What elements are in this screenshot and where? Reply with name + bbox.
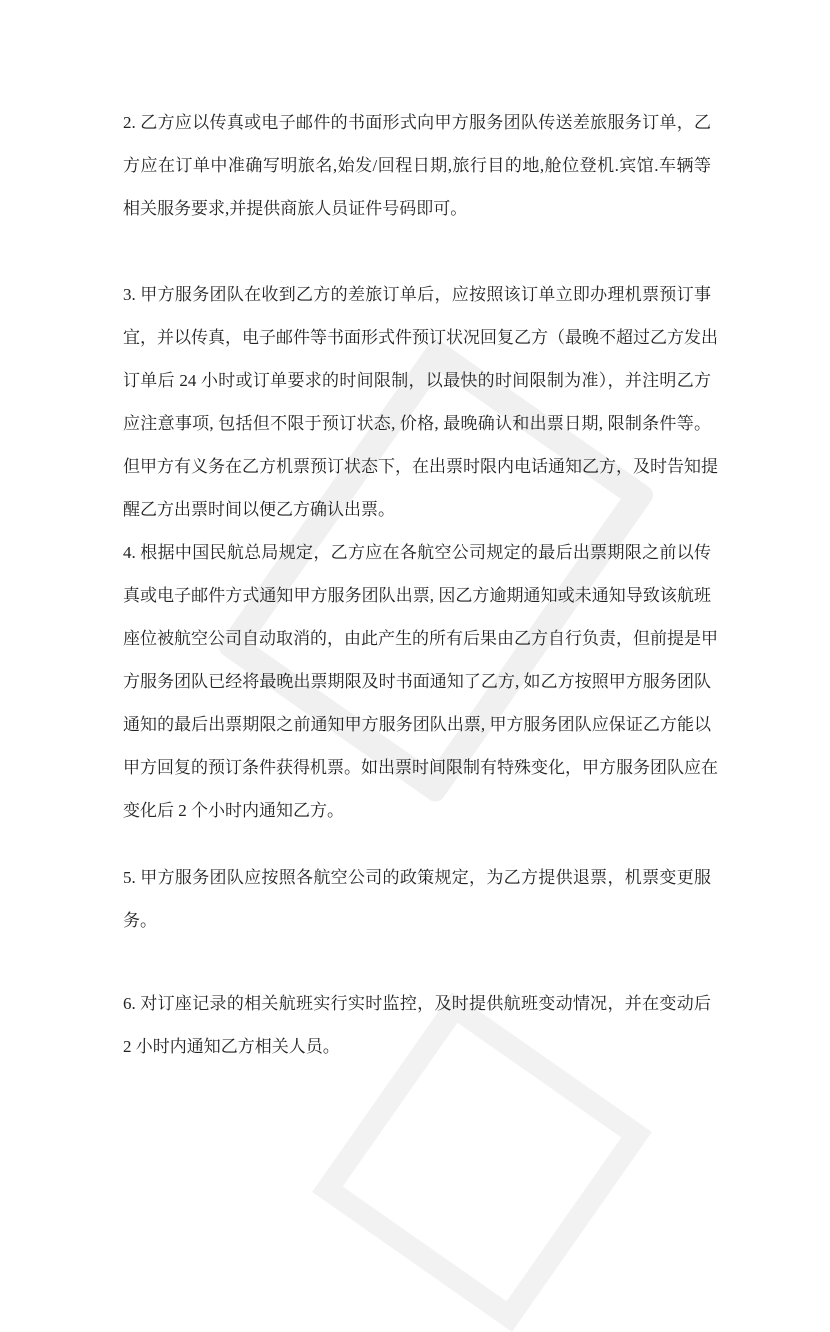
text-line: 4. 根据中国民航总局规定，乙方应在各航空公司规定的最后出票期限之前以传 — [123, 543, 711, 562]
text-line: 甲方回复的预订条件获得机票。如出票时间限制有特殊变化，甲方服务团队应在 — [123, 758, 718, 777]
paragraph-6 — [123, 982, 711, 1068]
text-line: 醒乙方出票时间以便乙方确认出票。 — [123, 500, 395, 519]
text-line: 6. 对订座记录的相关航班实行实时监控，及时提供航班变动情况，并在变动后 — [123, 994, 711, 1013]
text-line: 3. 甲方服务团队在收到乙方的差旅订单后，应按照该订单立即办理机票预订事 — [123, 285, 711, 304]
paragraph-3 — [123, 273, 718, 531]
text-line: 应注意事项, 包括但不限于预订状态, 价格, 最晚确认和出票日期, 限制条件等。 — [123, 414, 711, 433]
text-line: 方服务团队已经将最晚出票期限及时书面通知了乙方, 如乙方按照甲方服务团队 — [123, 672, 711, 691]
paragraph-5 — [123, 856, 711, 942]
text-line: 5. 甲方服务团队应按照各航空公司的政策规定，为乙方提供退票，机票变更服 — [123, 868, 711, 887]
text-line: 通知的最后出票期限之前通知甲方服务团队出票, 甲方服务团队应保证乙方能以 — [123, 715, 711, 734]
text-line: 真或电子邮件方式通知甲方服务团队出票, 因乙方逾期通知或未通知导致该航班 — [123, 586, 711, 605]
text-line: 但甲方有义务在乙方机票预订状态下，在出票时限内电话通知乙方，及时告知提 — [123, 457, 718, 476]
text-line: 座位被航空公司自动取消的，由此产生的所有后果由乙方自行负责，但前提是甲 — [123, 629, 718, 648]
text-line: 务。 — [123, 911, 157, 930]
text-line: 订单后 24 小时或订单要求的时间限制，以最快的时间限制为准），并注明乙方 — [123, 371, 711, 390]
text-line: 宜，并以传真，电子邮件等书面形式件预订状况回复乙方（最晚不超过乙方发出 — [123, 328, 718, 347]
text-line: 2. 乙方应以传真或电子邮件的书面形式向甲方服务团队传送差旅服务订单，乙 — [123, 113, 711, 132]
paragraph-4 — [123, 531, 718, 832]
text-line: 相关服务要求,并提供商旅人员证件号码即可。 — [123, 199, 468, 218]
text-line: 方应在订单中准确写明旅名,始发/回程日期,旅行目的地,舱位登机.宾馆.车辆等 — [123, 156, 711, 175]
text-line: 2 小时内通知乙方相关人员。 — [123, 1037, 340, 1056]
text-line: 变化后 2 个小时内通知乙方。 — [123, 801, 344, 820]
paragraph-2 — [123, 101, 711, 230]
